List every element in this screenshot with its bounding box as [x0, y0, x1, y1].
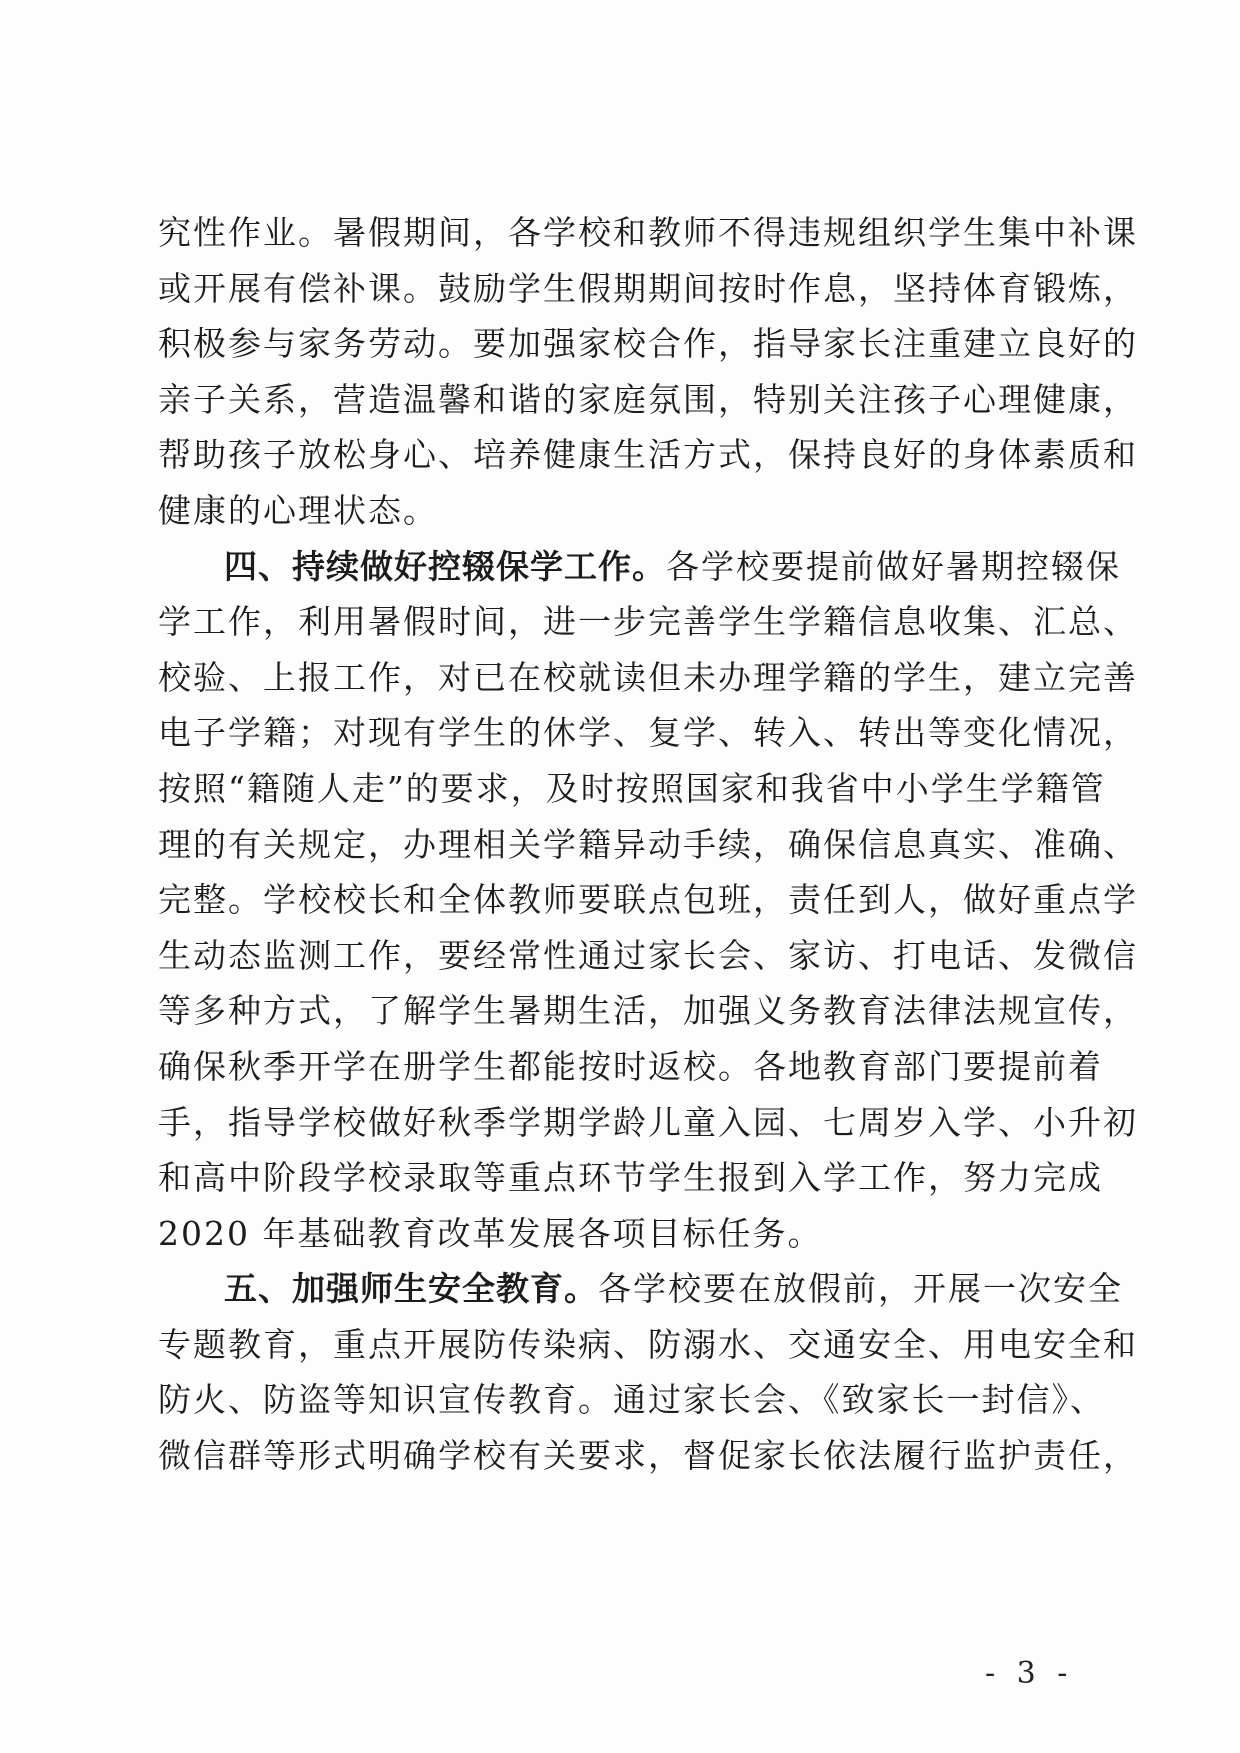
- section-first-line: [158, 1261, 1123, 1317]
- text-line: 完整。学校校长和全体教师要联点包班，责任到人，做好重点学: [158, 880, 1138, 920]
- text-line: 究性作业。暑假期间，各学校和教师不得违规组织学生集中补课: [158, 213, 1138, 252]
- text-line: 2020 年基础教育改革发展各项目标任务。: [158, 1213, 823, 1253]
- page-number: - 3 -: [985, 1656, 1074, 1691]
- document-body: [158, 205, 1138, 1484]
- text-line: 微信群等形式明确学校有关要求，督促家长依法履行监护责任，: [158, 1436, 1138, 1476]
- text-line: 亲子关系，营造温馨和谐的家庭氛围，特别关注孩子心理健康，: [158, 379, 1138, 419]
- text-line: 健康的心理状态。: [158, 490, 438, 530]
- text-line: 电子学籍；对现有学生的休学、复学、转入、转出等变化情况，: [158, 713, 1138, 753]
- paragraph-continuation: [158, 205, 1138, 539]
- text-line: 等多种方式，了解学生暑期生活，加强义务教育法律法规宣传，: [158, 991, 1138, 1031]
- paragraph-section-5: [158, 1261, 1138, 1483]
- text-line: 或开展有偿补课。鼓励学生假期期间按时作息，坚持体育锻炼，: [158, 268, 1138, 308]
- section-heading-4: 四、持续做好控辍保学工作。: [224, 546, 666, 586]
- text-line: 生动态监测工作，要经常性通过家长会、家访、打电话、发微信: [158, 935, 1138, 975]
- text-line: 理的有关规定，办理相关学籍异动手续，确保信息真实、准确、: [158, 824, 1138, 864]
- text-line: 专题教育，重点开展防传染病、防溺水、交通安全、用电安全和: [158, 1324, 1138, 1364]
- paragraph-section-4: [158, 539, 1138, 1262]
- text-line: 按照“籍随人走”的要求，及时按照国家和我省中小学生学籍管: [158, 768, 1106, 808]
- text-line: 手，指导学校做好秋季学期学龄儿童入园、七周岁入学、小升初: [158, 1102, 1138, 1142]
- text-line: 防火、防盗等知识宣传教育。通过家长会、《致家长一封信》、: [158, 1380, 1105, 1420]
- text-line: 校验、上报工作，对已在校就读但未办理学籍的学生，建立完善: [158, 657, 1138, 697]
- text-line: 学工作，利用暑假时间，进一步完善学生学籍信息收集、汇总、: [158, 602, 1138, 642]
- text-run: 各学校要提前做好暑期控辍保: [666, 546, 1121, 586]
- text-line: 确保秋季开学在册学生都能按时返校。各地教育部门要提前着: [158, 1046, 1103, 1086]
- section-first-line: [158, 539, 1121, 595]
- text-line: 和高中阶段学校录取等重点环节学生报到入学工作，努力完成: [158, 1158, 1103, 1198]
- text-line: 帮助孩子放松身心、培养健康生活方式，保持良好的身体素质和: [158, 435, 1138, 475]
- text-run: 各学校要在放假前，开展一次安全: [598, 1269, 1123, 1309]
- section-heading-5: 五、加强师生安全教育。: [224, 1269, 598, 1309]
- text-line: 积极参与家务劳动。要加强家校合作，指导家长注重建立良好的: [158, 324, 1138, 364]
